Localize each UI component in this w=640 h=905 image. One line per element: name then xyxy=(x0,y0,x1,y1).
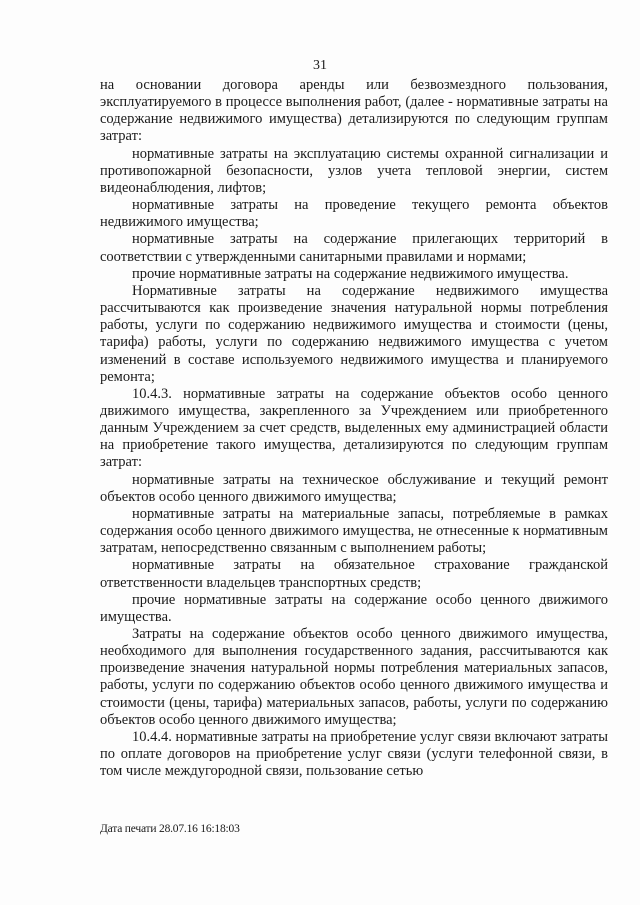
paragraph: нормативные затраты на обязательное страхование гражданской ответственности владельцев транспортных средств; xyxy=(100,557,608,591)
page-number: 31 xyxy=(313,58,327,73)
paragraph: Нормативные затраты на содержание недвижимого имущества рассчитываются как произведение значения натуральной нормы потребления работы, услуги по содержанию недвижимого имущества и стоимости (цены, тарифа) работы, услуги по содержанию недвижимого имущества с учетом изменений в составе используемого недвижимого имущества и планируемого ремонта; xyxy=(100,282,608,385)
paragraph: на основании договора аренды или безвозмездного пользования, эксплуатируемого в процессе выполнения работ, (далее - нормативные затраты на содержание недвижимого имущества) детализируются по следующим группам затрат: xyxy=(100,77,608,145)
paragraph: 10.4.4. нормативные затраты на приобретение услуг связи включают затраты по оплате договоров на приобретение услуг связи (услуги телефонной связи, в том числе междугородной связи, пользование сетью xyxy=(100,728,608,780)
paragraph: Затраты на содержание объектов особо ценного движимого имущества, необходимого для выполнения государственного задания, рассчитываются как произведение значения натуральной нормы потребления материальных запасов, работы, услуги по содержанию объектов особо ценного движимого имущества и стоимости (цены, тарифа) материальных запасов, работы, услуги по содержанию объектов особо ценного движимого имущества; xyxy=(100,626,608,728)
document-body xyxy=(100,77,608,780)
print-date-footer: Дата печати 28.07.16 16:18:03 xyxy=(100,823,240,835)
paragraph: прочие нормативные затраты на содержание особо ценного движимого имущества. xyxy=(100,591,608,625)
paragraph: 10.4.3. нормативные затраты на содержание объектов особо ценного движимого имущества, закрепленного за Учреждением или приобретенного данным Учреждением за счет средств, выделенных ему администрацией области на приобретение такого имущества, детализируются по следующим группам затрат: xyxy=(100,385,608,471)
paragraph: нормативные затраты на материальные запасы, потребляемые в рамках содержания особо ценного движимого имущества, не отнесенные к нормативным затратам, непосредственно связанным с выполнением работы; xyxy=(100,505,608,557)
paragraph: прочие нормативные затраты на содержание недвижимого имущества. xyxy=(132,265,569,282)
paragraph: нормативные затраты на содержание прилегающих территорий в соответствии с утвержденными санитарными правилами и нормами; xyxy=(100,231,608,265)
paragraph: нормативные затраты на техническое обслуживание и текущий ремонт объектов особо ценного движимого имущества; xyxy=(100,471,608,505)
paragraph: нормативные затраты на проведение текущего ремонта объектов недвижимого имущества; xyxy=(100,197,608,231)
paragraph: нормативные затраты на эксплуатацию системы охранной сигнализации и противопожарной безопасности, узлов учета тепловой энергии, систем видеонаблюдения, лифтов; xyxy=(100,145,608,196)
